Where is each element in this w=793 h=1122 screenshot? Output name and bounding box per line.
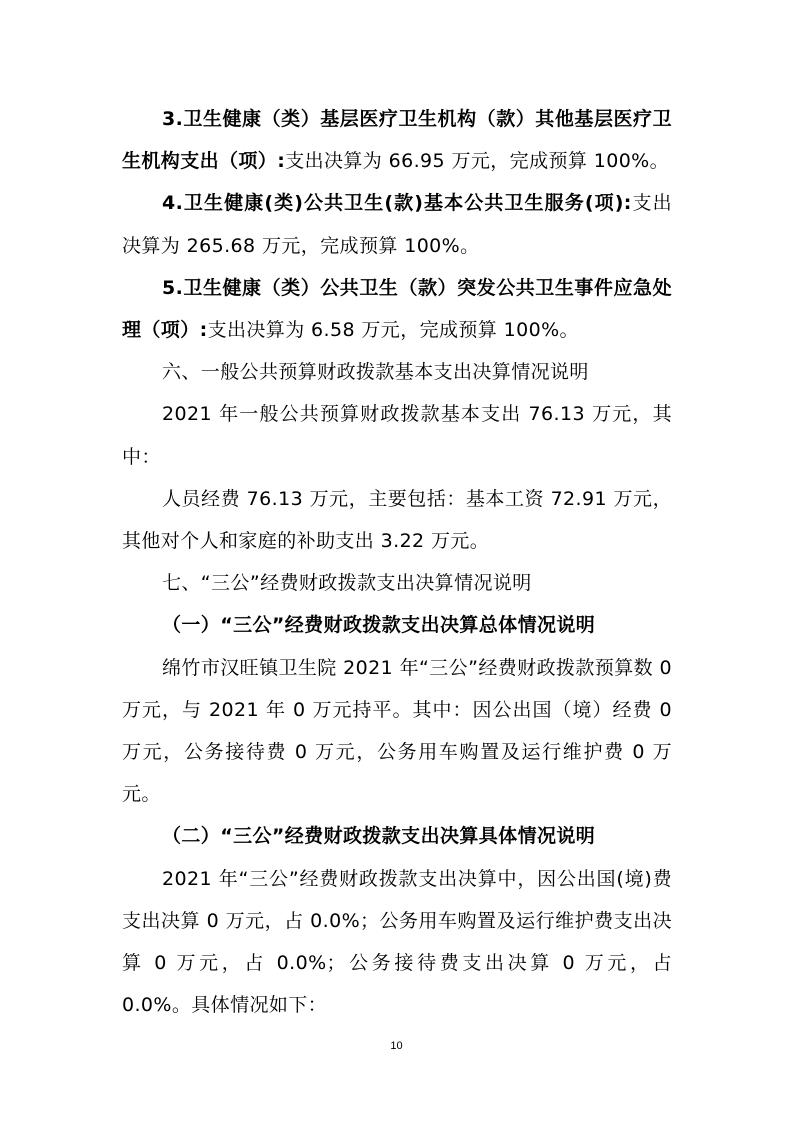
three-public-overall-paragraph: 绵竹市汉旺镇卫生院 2021 年“三公”经费财政拨款预算数 0 万元，与 2021 年 0 万元持平。其中：因公出国（境）经费 0 万元，公务接待费 0 万元，公务用车购置及运行维护费 0 万元。	[122, 656, 672, 806]
basic-expenditure-paragraph: 2021 年一般公共预算财政拨款基本支出 76.13 万元，其中：	[122, 403, 672, 468]
paragraph-item-3-text: 支出决算为 66.95 万元，完成预算 100%。	[285, 150, 670, 173]
paragraph-item-3	[122, 98, 672, 182]
section-seven-heading: 七、“三公”经费财政拨款支出决算情况说明	[162, 572, 532, 595]
paragraph-item-5-text: 支出决算为 6.58 万元，完成预算 100%。	[207, 319, 579, 342]
section-six-heading: 六、一般公共预算财政拨款基本支出决算情况说明	[162, 361, 589, 384]
page-number: 10	[390, 1040, 403, 1052]
personnel-expense-paragraph: 人员经费 76.13 万元，主要包括：基本工资 72.91 万元，其他对个人和家庭的补助支出 3.22 万元。	[122, 487, 672, 553]
page-content	[122, 98, 672, 1026]
paragraph-item-4-text: 支出决算为 265.68 万元，完成预算 100%。	[122, 192, 672, 257]
paragraph-item-5-heading: 5.卫生健康（类）公共卫生（款）突发公共卫生事件应急处理（项）:	[122, 276, 672, 342]
three-public-detail-paragraph: 2021 年“三公”经费财政拨款支出决算中，因公出国(境)费支出决算 0 万元，占 0.0%；公务用车购置及运行维护费支出决算 0 万元，占 0.0%；公务接待费支出决算 0 万元，占 0.0%。具体情况如下：	[122, 867, 672, 1017]
paragraph-item-4-heading: 4.卫生健康(类)公共卫生(款)基本公共卫生服务(项):	[162, 192, 632, 215]
subsection-two-heading: （二）“三公”经费财政拨款支出决算具体情况说明	[162, 825, 596, 848]
paragraph-item-4	[122, 182, 672, 266]
subsection-one-heading: （一）“三公”经费财政拨款支出决算总体情况说明	[162, 614, 596, 637]
paragraph-item-5	[122, 267, 672, 351]
paragraph-item-3-heading: 3.卫生健康（类）基层医疗卫生机构（款）其他基层医疗卫生机构支出（项）:	[122, 108, 672, 173]
